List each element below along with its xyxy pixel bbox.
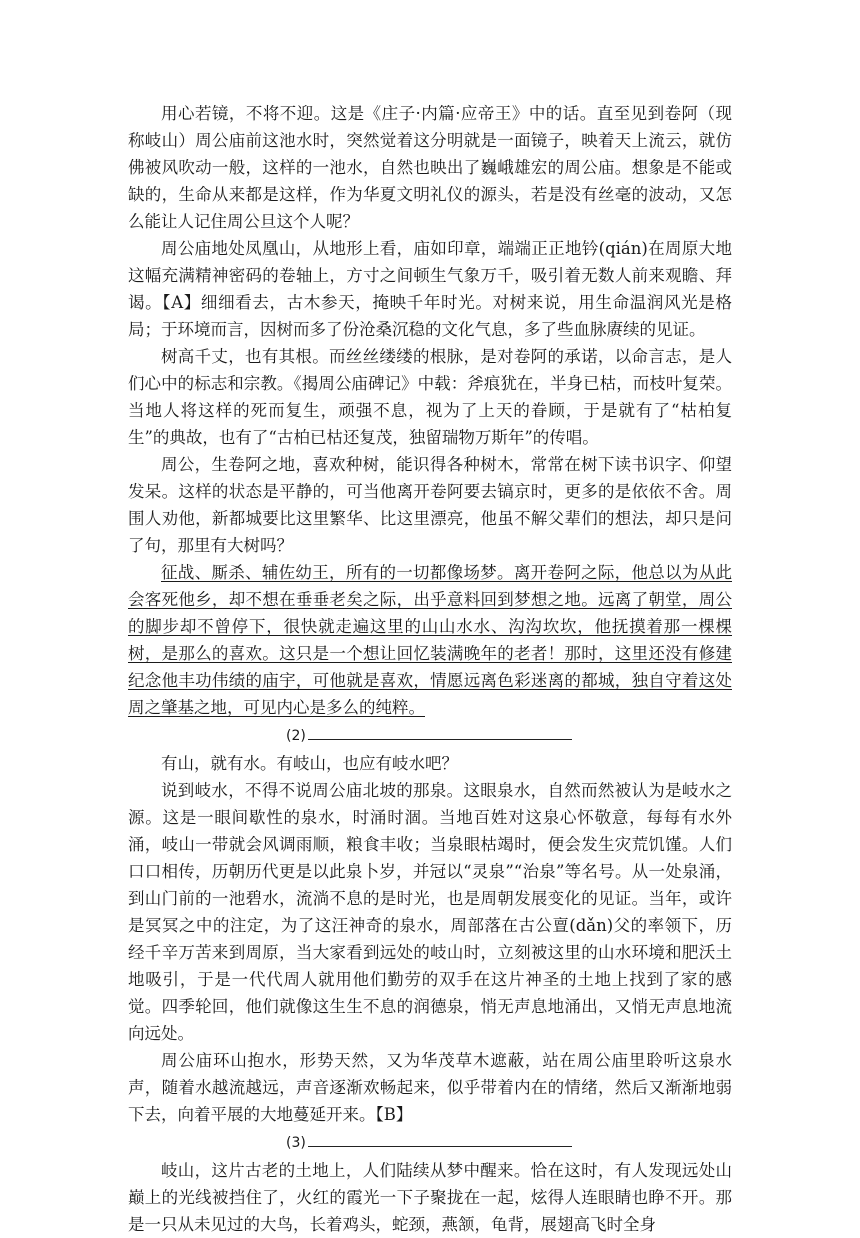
blank-number: (2) — [286, 728, 306, 744]
answer-blank-3 — [286, 1128, 732, 1157]
blank-line[interactable] — [308, 721, 572, 740]
paragraph-4: 周公，生卷阿之地，喜欢种树，能识得各种树木，常常在树下读书识字、仰望发呆。这样的状态是平静的，可当他离开卷阿要去镐京时，更多的是依依不舍。周围人劝他，新都城要比这里繁华、比这里漂亮，他虽不解父辈们的想法，却只是问了句，那里有大树吗？ — [128, 455, 732, 555]
paragraph-6: 有山，就有水。有岐山，也应有岐水吧？ — [161, 754, 458, 773]
paragraph-2: 周公庙地处凤凰山，从地形上看，庙如印章，端端正正地钤(qián)在周原大地这幅充满精神密码的卷轴上，方寸之间顿生气象万千，吸引着无数人前来观瞻、拜谒。【A】细细看去，古木参天，掩映千年时光。对树来说，用生命温润风光是格局；于环境而言，因树而多了份沧桑沉稳的文化气息，多了些血脉赓续的见证。 — [128, 239, 732, 339]
paragraph-7: 说到岐水，不得不说周公庙北坡的那泉。这眼泉水，自然而然被认为是岐水之源。这是一眼间歇性的泉水，时涌时涸。当地百姓对这泉心怀敬意，每每有水外涌，岐山一带就会风调雨顺，粮食丰收；当泉眼枯竭时，便会发生灾荒饥馑。人们口口相传，历朝历代更是以此泉卜岁，并冠以“灵泉”“治泉”等名号。从一处泉涌，到山门前的一池碧水，流淌不息的是时光，也是周朝发展变化的见证。当年，或许是冥冥之中的注定，为了这汪神奇的泉水，周部落在古公亶(dǎn)父的率领下，历经千辛万苦来到周原，当大家看到远处的岐山时，立刻被这里的山水环境和肥沃土地吸引，于是一代代周人就用他们勤劳的双手在这片神圣的土地上找到了家的感觉。四季轮回，他们就像这生生不息的润德泉，悄无声息地涌出，又悄无声息地流向远处。 — [128, 781, 732, 1043]
paragraph-8: 周公庙环山抱水，形势天然，又为华茂草木遮蔽，站在周公庙里聆听这泉水声，随着水越流越远，声音逐渐欢畅起来，似乎带着内在的情绪，然后又渐渐地弱下去，向着平展的大地蔓延开来。【B】 — [128, 1051, 732, 1124]
blank-line[interactable] — [308, 1128, 572, 1147]
paragraph-10: 岐山，这片古老的土地上，人们陆续从梦中醒来。恰在这时，有人发现远处山巅上的光线被挡住了，火红的霞光一下子聚拢在一起，炫得人连眼睛也睁不开。那是一只从未见过的大鸟，长着鸡头，蛇颈，燕颔，龟背，展翅高飞时全身 — [128, 1161, 732, 1234]
article-body — [128, 100, 732, 1238]
paragraph-1: 用心若镜，不将不迎。这是《庄子·内篇·应帝王》中的话。直至见到卷阿（现称岐山）周公庙前这池水时，突然觉着这分明就是一面镜子，映着天上流云，就仿佛被风吹动一般，这样的一池水，自然也映出了巍峨雄宏的周公庙。想象是不能或缺的，生命从来都是这样，作为华夏文明礼仪的源头，若是没有丝毫的波动，又怎么能让人记住周公旦这个人呢？ — [128, 104, 732, 231]
answer-blank-2 — [286, 721, 732, 750]
underlined-paragraph: 征战、厮杀、辅佐幼王，所有的一切都像场梦。离开卷阿之际，他总以为从此会客死他乡，却不想在垂垂老矣之际，出乎意料回到梦想之地。远离了朝堂，周公的脚步却不曾停下，很快就走遍这里的山山水水、沟沟坎坎，他抚摸着那一棵棵树，是那么的喜欢。这只是一个想让回忆装满晚年的老者！那时，这里还没有修建纪念他丰功伟绩的庙宇，可他就是喜欢，情愿远离色彩迷离的都城，独自守着这处周之肇基之地，可见内心是多么的纯粹。 — [128, 563, 732, 717]
paragraph-3: 树高千丈，也有其根。而丝丝缕缕的根脉，是对卷阿的承诺，以命言志，是人们心中的标志和宗教。《揭周公庙碑记》中载：斧痕犹在，半身已枯，而枝叶复荣。当地人将这样的死而复生，顽强不息，视为了上天的眷顾，于是就有了“枯柏复生”的典故，也有了“古柏已枯还复茂，独留瑞物万斯年”的传唱。 — [128, 347, 732, 447]
blank-number: (3) — [286, 1135, 306, 1151]
